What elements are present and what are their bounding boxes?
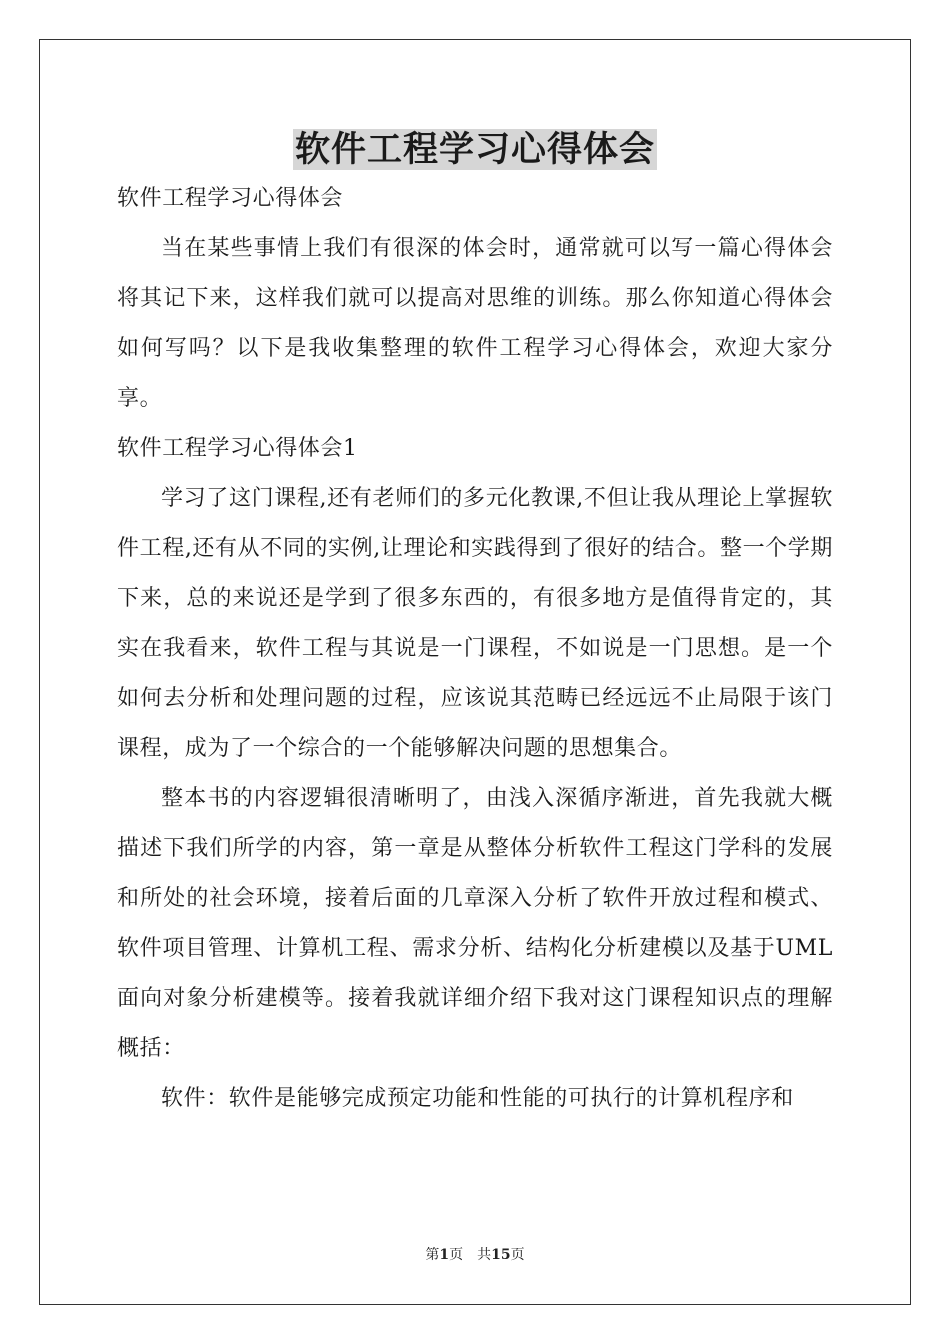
footer-page-number: 1 xyxy=(439,1247,450,1263)
footer-total-pages: 15 xyxy=(491,1247,511,1263)
document-body xyxy=(117,174,833,1124)
intro-paragraph: 当在某些事情上我们有很深的体会时，通常就可以写一篇心得体会将其记下来，这样我们就可以提高对思维的训练。那么你知道心得体会如何写吗？以下是我收集整理的软件工程学习心得体会，欢迎大家分享。 xyxy=(117,236,833,411)
footer-page-suffix: 页 xyxy=(449,1247,464,1263)
section-heading: 软件工程学习心得体会 xyxy=(117,186,344,211)
section-heading: 软件工程学习心得体会1 xyxy=(117,436,358,461)
body-paragraph: 软件：软件是能够完成预定功能和性能的可执行的计算机程序和 xyxy=(161,1086,794,1111)
footer-total-suffix: 页 xyxy=(510,1247,525,1263)
body-paragraph: 学习了这门课程,还有老师们的多元化教课,不但让我从理论上掌握软件工程,还有从不同的实例,让理论和实践得到了很好的结合。整一个学期下来，总的来说还是学到了很多东西的，有很多地方是值得肯定的，其实在我看来，软件工程与其说是一门课程，不如说是一门思想。是一个如何去分析和处理问题的过程，应该说其范畴已经远远不止局限于该门课程，成为了一个综合的一个能够解决问题的思想集合。 xyxy=(117,486,833,761)
footer-page-prefix: 第 xyxy=(425,1247,440,1263)
document-title: 软件工程学习心得体会 xyxy=(294,129,655,170)
page-footer xyxy=(0,1245,950,1265)
body-paragraph: 整本书的内容逻辑很清晰明了，由浅入深循序渐进，首先我就大概描述下我们所学的内容，第一章是从整体分析软件工程这门学科的发展和所处的社会环境，接着后面的几章深入分析了软件开放过程和模式、软件项目管理、计算机工程、需求分析、结构化分析建模以及基于UML面向对象分析建模等。接着我就详细介绍下我对这门课程知识点的理解概括： xyxy=(117,786,833,1061)
footer-total-prefix: 共 xyxy=(477,1247,492,1263)
document-title-wrapper xyxy=(0,122,950,178)
